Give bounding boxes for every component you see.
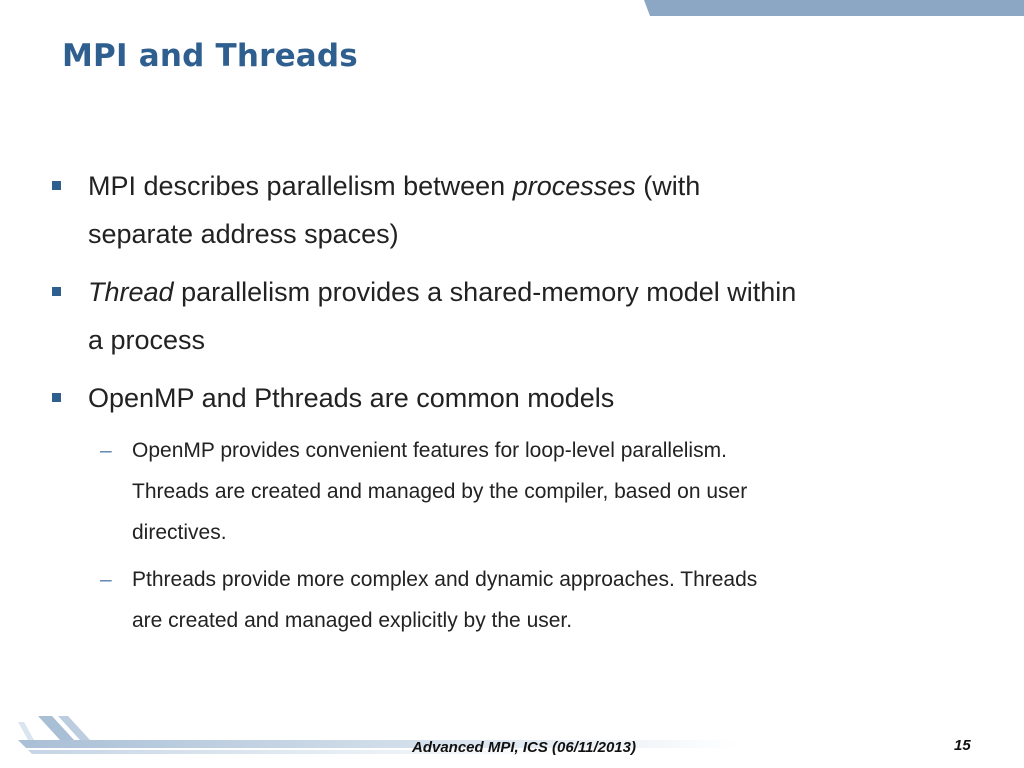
page-number: 15	[954, 737, 971, 754]
bullet-item	[88, 268, 928, 364]
footer-text: Advanced MPI, ICS (06/11/2013)	[412, 739, 636, 756]
bullet-line: MPI describes parallelism between processes (with	[88, 171, 701, 201]
bullet-line: Thread parallelism provides a shared-memory model within	[88, 277, 797, 307]
bullet-line: OpenMP and Pthreads are common models	[88, 383, 615, 413]
emphasis-text: processes	[512, 171, 636, 201]
bullet-line: a process	[88, 325, 206, 355]
bullet-line: separate address spaces)	[88, 219, 399, 249]
square-bullet-icon	[52, 393, 61, 402]
bullet-item	[88, 162, 928, 258]
sub-bullet-line: Threads are created and managed by the compiler, based on user	[132, 480, 748, 503]
sub-bullet-line: are created and managed explicitly by the user.	[132, 609, 573, 632]
sub-bullet-item	[100, 559, 912, 641]
dash-bullet-icon: –	[100, 568, 112, 591]
slide-title: MPI and Threads	[62, 38, 358, 74]
sub-bullet-line: OpenMP provides convenient features for loop-level parallelism.	[132, 439, 727, 462]
square-bullet-icon	[52, 287, 61, 296]
emphasis-text: Thread	[88, 277, 174, 307]
sub-bullet-item	[100, 430, 912, 553]
square-bullet-icon	[52, 181, 61, 190]
header-accent-band	[624, 0, 1024, 16]
sub-bullet-line: directives.	[132, 521, 227, 544]
dash-bullet-icon: –	[100, 439, 112, 462]
sub-bullet-line: Pthreads provide more complex and dynamic approaches. Threads	[132, 568, 758, 591]
bullet-item	[88, 374, 928, 422]
